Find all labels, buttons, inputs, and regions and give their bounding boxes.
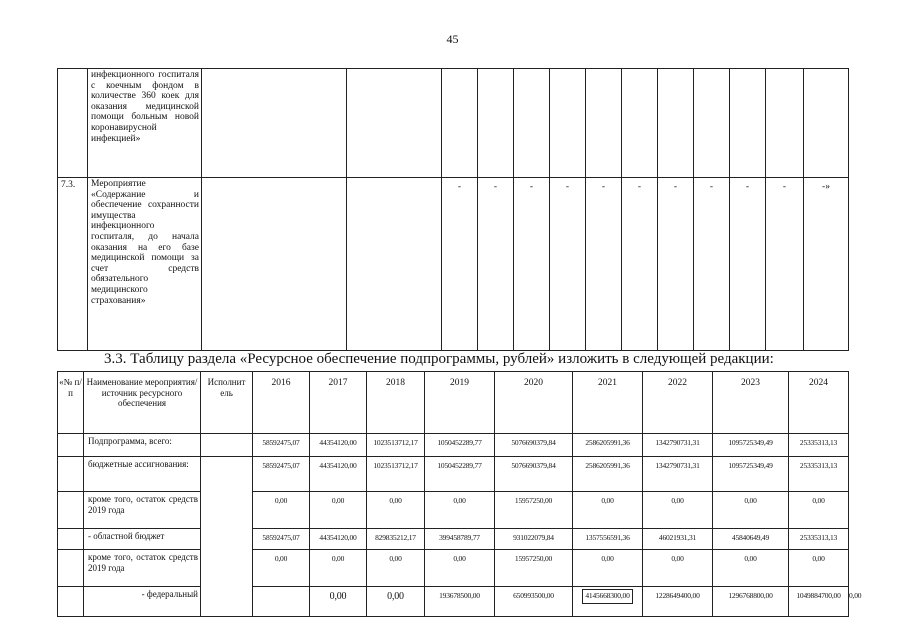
cell-value: 0,00 [573,550,643,587]
section-heading: 3.3. Таблицу раздела «Ресурсное обеспечение подпрограммы, рублей» изложить в следующей редакции: [104,351,774,367]
cell-value: 1049884700,00 [789,587,849,617]
cell-value: 1023513712,17 [367,457,425,492]
cell-value: 1050452289,77 [425,457,495,492]
cell-value: - [550,178,586,351]
cell-value: 0,00 [310,550,367,587]
row-label: кроме того, остаток средств 2019 года [84,550,201,587]
cell-value: 0,00 [425,492,495,529]
cell-value: 25335313,13 [789,457,849,492]
executor-cell [201,457,253,617]
cell-value: 0,00 [367,492,425,529]
cell-value: 44354120,00 [310,529,367,550]
cell-value: 58592475,07 [253,529,310,550]
cell-value: - [622,178,658,351]
cell-value: 0,00 [253,492,310,529]
table-row [58,529,849,550]
header-year: 2024 [789,372,849,434]
cell-value: 58592475,07 [253,457,310,492]
cell-value: 15957250,00 [495,550,573,587]
header-name: Наименование мероприятия/источник ресурсного обеспечения [84,372,201,434]
header-year: 2019 [425,372,495,434]
cell-value: - [766,178,804,351]
measure-name: Мероприятие «Содержание и обеспечение сохранности имущества инфекционного госпиталя, до начала оказания на его базе медицинской помощи за счет средств обязательного медицинского страхования» [88,178,202,351]
cell-value: - [730,178,766,351]
cell-value: 829835212,17 [367,529,425,550]
cell-value: 1023513712,17 [367,434,425,457]
cell-value: - [586,178,622,351]
cell-value: 0,00 [573,492,643,529]
header-year: 2020 [495,372,573,434]
cell-value: 193678500,00 [425,587,495,617]
cell-value: 0,00 [713,492,789,529]
cell-value: 4145668300,00 [582,589,632,604]
cell-value: 5076690379,84 [495,434,573,457]
header-year: 2018 [367,372,425,434]
row-label: - федеральный [84,587,201,617]
cell-value: 2586205991,36 [573,457,643,492]
header-year: 2022 [643,372,713,434]
cell-value: 15957250,00 [495,492,573,529]
cell-value: 0,00 [713,550,789,587]
header-year: 2017 [310,372,367,434]
cell-value: 0,00 [253,550,310,587]
cell-value: 2586205991,36 [573,434,643,457]
cell-value: 0,00 [425,550,495,587]
cell-value: 0,00 [310,492,367,529]
header-num: «№ п/п [58,372,84,434]
table-row [58,550,849,587]
table-row [58,492,849,529]
cell-value: - [478,178,514,351]
upper-table [57,68,849,351]
cell-value: 44354120,00 [310,434,367,457]
cell-value: - [694,178,730,351]
measure-name: инфекционного госпиталя с коечным фондом в количестве 360 коек для оказания медицинской помощи больным новой коронавирусной инфекцией» [88,69,202,178]
cell-value: 5076690379,84 [495,457,573,492]
cell-value: 650993500,00 [495,587,573,617]
cell-value: 1342790731,31 [643,457,713,492]
cell-value: 0,00 [643,550,713,587]
cell-value: 58592475,07 [253,434,310,457]
cell-value: 0,00 [643,492,713,529]
cell-value: -» [804,178,849,351]
cell-value: - [514,178,550,351]
cell-value: 1296768800,00 [713,587,789,617]
cell-value: 1342790731,31 [643,434,713,457]
cell-value: 1050452289,77 [425,434,495,457]
cell-value: 46021931,31 [643,529,713,550]
cell-value: 931022079,84 [495,529,573,550]
header-year: 2016 [253,372,310,434]
table-row [58,434,849,457]
header-row [58,372,849,434]
cell-value: 0,00 [789,492,849,529]
cell-value: 0,00 [367,550,425,587]
row-label: - областной бюджет [84,529,201,550]
table-row [58,178,849,351]
table-row: - федеральный 0,00 0,00 193678500,00 650993500,00 4145668300,00 1228649400,00 1296768800,00 1049884700,00 0,00 [58,587,849,617]
row-number: 7.3. [58,178,88,351]
cell-value: 0,00 [789,550,849,587]
cell-value: 1095725349,49 [713,434,789,457]
cell-value: 25335313,13 [789,434,849,457]
cell-value: 399458789,77 [425,529,495,550]
row-label: Подпрограмма, всего: [84,434,201,457]
table-row [58,457,849,492]
resource-table [57,371,862,617]
cell-value: 44354120,00 [310,457,367,492]
cell-value: 45840649,49 [713,529,789,550]
cell-value: - [658,178,694,351]
cell-value: - [442,178,478,351]
cell-value: 1357556591,36 [573,529,643,550]
header-year: 2023 [713,372,789,434]
cell-value: 0,00 [310,587,367,617]
row-label: бюджетные ассигнования: [84,457,201,492]
cell-value: 1095725349,49 [713,457,789,492]
cell-value: 1228649400,00 [643,587,713,617]
page-number: 45 [446,32,459,46]
header-executor: Исполнит ель [201,372,253,434]
cell-value: 0,00 [367,587,425,617]
cell-value: 25335313,13 [789,529,849,550]
table-row [58,69,849,178]
header-year: 2021 [573,372,643,434]
row-label: кроме того, остаток средств 2019 года [84,492,201,529]
